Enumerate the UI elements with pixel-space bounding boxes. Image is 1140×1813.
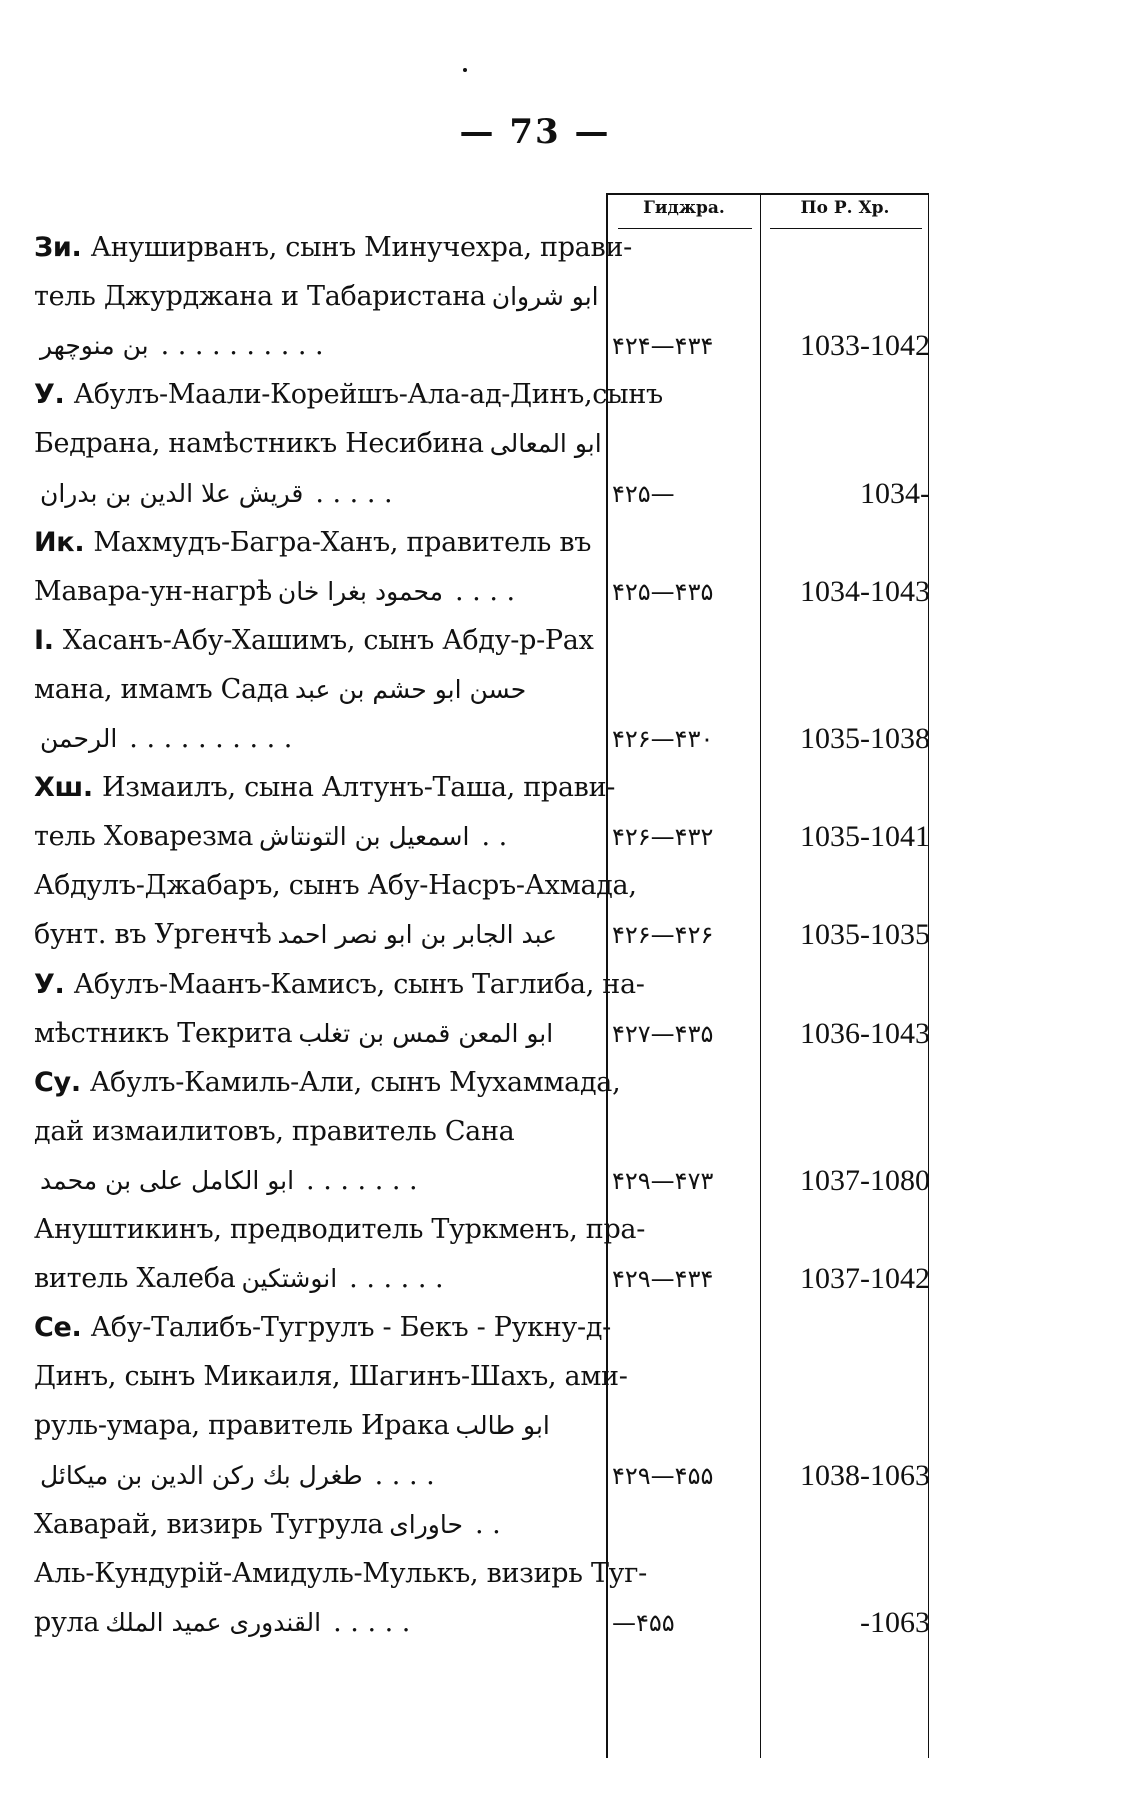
entry-line: [34, 326, 594, 366]
christian-years: 1035-1041: [800, 820, 930, 854]
christian-years: -1063: [860, 1605, 930, 1639]
entry-line: [34, 523, 594, 563]
entry-text: Ануширванъ, сынъ Минучехра, прави-: [90, 232, 632, 263]
header-underline-christian: [770, 228, 922, 229]
print-speck: [463, 68, 467, 72]
entry-text: Абулъ-Камиль-Али, сынъ Мухаммада,: [89, 1066, 621, 1098]
hijra-years: ۴۲۵—: [612, 479, 675, 508]
entry-arabic-name: ابو الكامل على بن محمد: [40, 1165, 295, 1195]
entry-line: [34, 1014, 594, 1054]
entry-arabic-name: ابو طالب: [455, 1411, 550, 1441]
entry-ruler-code: I.: [34, 624, 63, 656]
entry-text: тель Ховарезма: [34, 821, 254, 853]
christian-years: 1037-1080: [800, 1163, 930, 1197]
christian-years: 1033-1042: [800, 329, 930, 363]
entry-arabic-name: بن منوچهر: [40, 331, 149, 361]
entry-arabic-name: طغرل بك ركن الدين بن ميكائل: [40, 1460, 363, 1490]
table-rule-top: [606, 193, 928, 195]
hijra-years: ۴۲۷—۴۳۵: [612, 1019, 714, 1048]
entry-arabic-name: ابو المعالى: [489, 429, 602, 459]
entry-line: [34, 1063, 621, 1103]
leader-dots: . . . . . . . . . .: [129, 723, 293, 754]
entry-text: Абулъ-Маали-Корейшъ-Ала-ад-Динъ,сынъ: [73, 379, 663, 411]
entry-ruler-code: Хш.: [34, 772, 102, 804]
entry-ruler-code: Ик.: [34, 526, 94, 558]
entry-arabic-name: حسن ابو حشم بن عبد: [294, 674, 527, 704]
entry-line: [34, 1406, 594, 1446]
entry-line: [34, 719, 594, 759]
entry-line: [34, 670, 594, 710]
hijra-years: ۴۲۴—۴۳۴: [612, 332, 714, 361]
column-header-hijra: Гиджра.: [643, 198, 725, 218]
leader-dots: . . . .: [374, 1459, 435, 1491]
christian-years: 1035-1038: [800, 722, 930, 755]
christian-years: 1035-1035: [800, 918, 930, 952]
entry-line: [34, 915, 594, 955]
entry-text: Динъ, сынъ Микаиля, Шагинъ-Шахъ, ами-: [34, 1361, 628, 1393]
christian-years: 1036-1043: [800, 1016, 930, 1050]
leader-dots: . . . . . . . . . .: [160, 330, 324, 362]
entry-arabic-name: القندورى عميد الملك: [105, 1607, 322, 1637]
entry-line: [34, 1456, 594, 1496]
hijra-years: ۴۲۹—۴۵۵: [612, 1461, 714, 1490]
entry-line: [34, 1357, 628, 1397]
leader-dots: . . . .: [454, 575, 516, 607]
entry-text: Измаилъ, сына Алтунъ-Таша, прави-: [101, 772, 616, 804]
entry-text: бунт. въ Ургенчѣ: [34, 919, 272, 951]
leader-dots: . . . . .: [333, 1606, 411, 1638]
entry-line: [34, 1505, 594, 1545]
hijra-years: ۴۲۹—۴۷۳: [612, 1166, 714, 1195]
leader-dots: . . . . . . .: [306, 1164, 418, 1196]
leader-dots: . .: [474, 1508, 501, 1540]
entry-arabic-name: الرحمن: [40, 724, 118, 753]
hijra-years: [612, 1505, 760, 1545]
entry-line: [34, 277, 599, 317]
entry-line: [34, 424, 602, 464]
hijra-years: —۴۵۵: [612, 1608, 675, 1637]
entry-ruler-code: У.: [34, 379, 74, 411]
leader-dots: . . . . . .: [349, 1263, 444, 1295]
header-underline-hijra: [618, 228, 752, 229]
christian-years: 1037-1042: [800, 1262, 930, 1296]
entry-text: Ануштикинъ, предводитель Туркменъ, пра-: [34, 1214, 646, 1245]
entry-line: [34, 474, 594, 514]
christian-years: 1038-1063: [800, 1458, 930, 1492]
entry-ruler-code: Су.: [34, 1066, 90, 1098]
entry-line: [34, 1161, 594, 1201]
entry-arabic-name: انوشتكين: [241, 1264, 338, 1294]
entry-line: [34, 1603, 594, 1643]
entry-line: [34, 1210, 646, 1250]
entry-line: [34, 621, 594, 661]
entry-arabic-name: اسمعيل بن التونتاش: [259, 822, 470, 852]
entry-line: [34, 572, 594, 612]
entry-line: [34, 768, 616, 808]
table-rule-middle: [760, 193, 761, 1758]
entry-arabic-name: ابو شروان: [491, 282, 599, 312]
entry-ruler-code: Се.: [34, 1312, 91, 1344]
hijra-years: ۴۲۹—۴۳۴: [612, 1265, 714, 1294]
christian-years: [765, 1505, 930, 1545]
entry-line: [34, 965, 645, 1005]
leader-dots: . . . . .: [315, 477, 393, 509]
entry-text: мана, имамъ Сада: [34, 673, 289, 705]
entry-line: [34, 817, 594, 857]
entry-text: Абу-Талибъ-Тугрулъ - Бекъ - Рукну-д-: [90, 1312, 611, 1344]
entry-text: дай измаилитовъ, правитель Сана: [34, 1115, 515, 1147]
entry-text: Махмудъ-Багра-Ханъ, правитель въ: [93, 526, 592, 558]
entry-text: мѣстникъ Текрита: [34, 1017, 293, 1049]
entry-text: Абдулъ-Джабаръ, сынъ Абу-Насръ-Ахмада,: [34, 870, 637, 902]
christian-years: 1034-: [860, 476, 930, 510]
column-header-christian: По Р. Хр.: [800, 198, 890, 218]
page-number: — 73 —: [459, 112, 611, 152]
entry-arabic-name: محمود بغرا خان: [277, 576, 443, 606]
entry-ruler-code: Зи.: [34, 232, 91, 263]
entry-text: витель Халеба: [34, 1263, 236, 1295]
entry-arabic-name: قريش علا الدين بن بدران: [40, 478, 304, 508]
entry-line: [34, 375, 663, 415]
entry-text: Бедрана, намѣстникъ Несибина: [34, 428, 484, 460]
entry-text: Мавара-ун-нагрѣ: [34, 575, 272, 607]
entry-text: Хаварай, визирь Тугрула: [34, 1508, 384, 1540]
entry-text: тель Джурджана и Табаристана: [34, 281, 486, 313]
hijra-years: ۴۲۶—۴۳۰: [612, 725, 714, 753]
entry-line: [34, 1554, 647, 1594]
entry-line: [34, 866, 637, 906]
entry-text: рула: [34, 1606, 100, 1638]
hijra-years: ۴۲۶—۴۳۲: [612, 823, 714, 852]
entry-line: [34, 228, 632, 268]
entry-line: [34, 1259, 594, 1299]
christian-years: 1034-1043: [800, 574, 930, 608]
entry-arabic-name: حاوراى: [389, 1509, 463, 1539]
entry-text: руль-умара, правитель Ирака: [34, 1410, 450, 1442]
leader-dots: . .: [481, 821, 508, 853]
entry-arabic-name: ابو المعن قمس بن تغلب: [298, 1018, 554, 1048]
hijra-years: ۴۲۵—۴۳۵: [612, 577, 714, 606]
entry-text: Абулъ-Маанъ-Камисъ, сынъ Таглиба, на-: [73, 968, 645, 1000]
entry-text: Хасанъ-Абу-Хашимъ, сынъ Абду-р-Рах: [62, 624, 594, 656]
entry-line: [34, 1112, 594, 1152]
entry-ruler-code: У.: [34, 968, 74, 1000]
hijra-years: ۴۲۶—۴۲۶: [612, 921, 714, 950]
entry-arabic-name: عبد الجابر بن ابو نصر احمد: [277, 920, 558, 950]
entry-line: [34, 1308, 611, 1348]
entry-text: Аль-Кундурій-Амидуль-Мулькъ, визирь Туг-: [34, 1557, 647, 1589]
